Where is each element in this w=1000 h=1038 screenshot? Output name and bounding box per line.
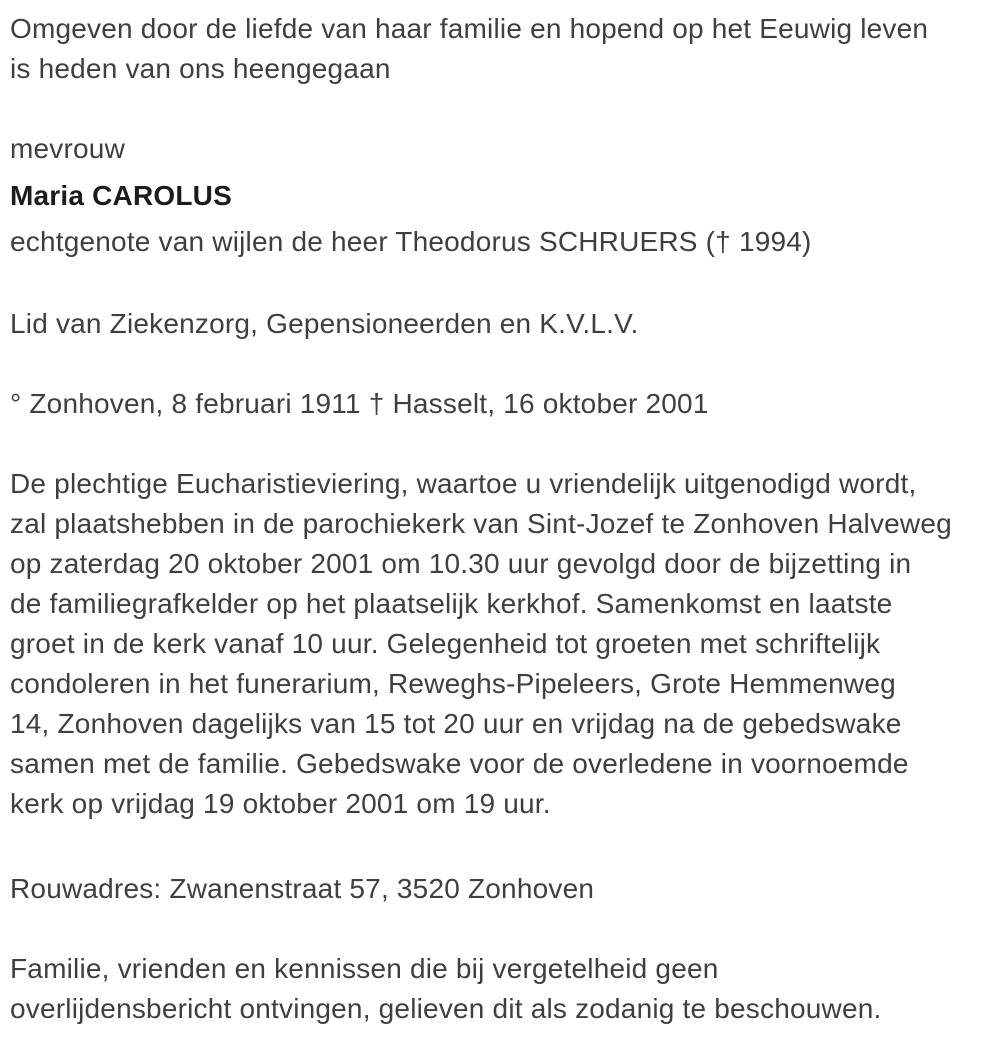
ceremony-line-1: De plechtige Eucharistieviering, waartoe u vriendelijk uitgenodigd wordt, [10,468,917,499]
intro-line-2: is heden van ons heengegaan [10,53,391,84]
deceased-name: Maria CAROLUS [10,180,232,211]
birth-death-line: ° Zonhoven, 8 februari 1911 † Hasselt, 16 oktober 2001 [10,388,709,419]
membership-line: Lid van Ziekenzorg, Gepensioneerden en K.V.L.V. [10,308,639,339]
ceremony-line-3: op zaterdag 20 oktober 2001 om 10.30 uur gevolgd door de bijzetting in [10,548,912,579]
closing-line-1: Familie, vrienden en kennissen die bij vergetelheid geen [10,953,719,984]
intro-paragraph [10,9,988,89]
salutation: mevrouw [10,133,125,164]
ceremony-line-4: de familiegrafkelder op het plaatselijk kerkhof. Samenkomst en laatste [10,588,893,619]
ceremony-line-5: groet in de kerk vanaf 10 uur. Gelegenheid tot groeten met schriftelijk [10,628,881,659]
mourning-address-line: Rouwadres: Zwanenstraat 57, 3520 Zonhoven [10,873,595,904]
closing-paragraph [10,949,988,1029]
ceremony-line-6: condoleren in het funerarium, Reweghs-Pipeleers, Grote Hemmenweg [10,668,896,699]
intro-line-1: Omgeven door de liefde van haar familie en hopend op het Eeuwig leven [10,13,929,44]
ceremony-line-9: kerk op vrijdag 19 oktober 2001 om 19 uur. [10,788,551,819]
ceremony-paragraph [10,464,988,824]
spouse-line: echtgenote van wijlen de heer Theodorus SCHRUERS († 1994) [10,226,812,257]
ceremony-line-7: 14, Zonhoven dagelijks van 15 tot 20 uur en vrijdag na de gebedswake [10,708,902,739]
ceremony-line-2: zal plaatshebben in de parochiekerk van Sint-Jozef te Zonhoven Halveweg [10,508,952,539]
ceremony-line-8: samen met de familie. Gebedswake voor de overledene in voornoemde [10,748,909,779]
closing-line-2: overlijdensbericht ontvingen, gelieven dit als zodanig te beschouwen. [10,993,882,1024]
